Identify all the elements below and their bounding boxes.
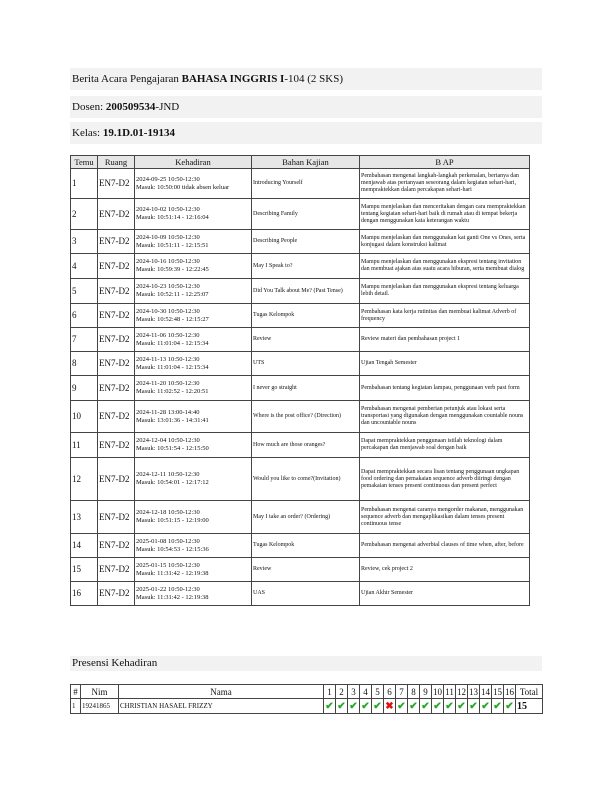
bap-row [71, 534, 530, 558]
masuk-text: Masuk: 11:31:42 - 12:19:38 [136, 569, 209, 577]
temu-cell: 15 [71, 558, 98, 582]
kehadiran-cell [135, 433, 252, 458]
bahan-kajian-cell: Did You Talk about Me? (Past Tense) [252, 279, 360, 304]
dosen-label: Dosen: [72, 101, 106, 113]
bap-row [71, 328, 530, 352]
ruang-cell: EN7-D2 [98, 169, 135, 199]
bap-cell: Review, cek project 2 [360, 558, 530, 582]
bahan-kajian-cell: UTS [252, 352, 360, 376]
bap-row [71, 304, 530, 328]
bahan-kajian-cell: Review [252, 328, 360, 352]
bap-cell: Pembahasan mengenai langkah-langkah perkenalan, bertanya dan menjawab atas pertanyaan seseorang dalam kegiatan sehari-hari, mempraktekkan dalam percakapan sehari-hari [360, 169, 530, 199]
present-check-icon: ✔ [361, 700, 370, 712]
masuk-text: Masuk: 10:54:01 - 12:17:12 [136, 479, 209, 486]
kehadiran-cell [135, 458, 252, 501]
bap-row [71, 169, 530, 199]
bap-row [71, 230, 530, 254]
jadwal-text: 2024-09-25 10:50-12:30 [136, 175, 200, 183]
ruang-cell: EN7-D2 [98, 352, 135, 376]
kehadiran-cell [135, 199, 252, 230]
kehadiran-cell [135, 534, 252, 558]
bap-cell: Mampu menjelaskan dan menggunakan ekspresi tentang keluarga lebih detail. [360, 279, 530, 304]
jadwal-text: 2024-12-04 10:50-12:30 [136, 437, 200, 444]
bap-cell: Ujian Akhir Semester [360, 582, 530, 606]
jadwal-text: 2025-01-22 10:50-12:30 [136, 585, 200, 593]
masuk-text: Masuk: 11:31:42 - 12:19:38 [136, 593, 209, 601]
masuk-text: Masuk: 11:02:52 - 12:20:51 [136, 388, 209, 395]
masuk-text: Masuk: 11:01:04 - 12:15:34 [136, 339, 209, 347]
kehadiran-cell [135, 279, 252, 304]
kelas-value: 19.1D.01-19134 [102, 127, 175, 139]
student-row [71, 699, 543, 714]
presensi-col-session: 3 [348, 685, 360, 699]
temu-cell: 5 [71, 279, 98, 304]
col-ruang: Ruang [98, 156, 135, 169]
ruang-cell: EN7-D2 [98, 304, 135, 328]
present-check-icon: ✔ [433, 700, 442, 712]
temu-cell: 10 [71, 401, 98, 433]
presensi-header-row [71, 685, 543, 699]
bap-cell: Pembahasan tentang kegiatan lampau, penggunaan verb past form [360, 376, 530, 401]
student-nim: 19241865 [81, 699, 119, 714]
presensi-col-session: 7 [396, 685, 408, 699]
ruang-cell: EN7-D2 [98, 433, 135, 458]
bahan-kajian-cell: How much are those oranges? [252, 433, 360, 458]
presensi-col-session: 1 [324, 685, 336, 699]
bahan-kajian-cell: Tugas Kelompok [252, 534, 360, 558]
presensi-col-session: 5 [372, 685, 384, 699]
presensi-col-session: 14 [481, 686, 490, 697]
bap-row [71, 558, 530, 582]
masuk-text: Masuk: 10:59:39 - 12:22:45 [136, 266, 209, 273]
jadwal-text: 2024-12-11 10:50-12:30 [136, 471, 200, 478]
kehadiran-cell [135, 501, 252, 534]
bahan-kajian-cell: Would you like to come?(Invitation) [252, 458, 360, 501]
presensi-col-session: 2 [336, 685, 348, 699]
kehadiran-cell [135, 304, 252, 328]
col-kehadiran: Kehadiran [135, 156, 252, 169]
bap-cell: Review materi dan pembahasan project 1 [360, 328, 530, 352]
temu-cell: 4 [71, 254, 98, 279]
kehadiran-cell [135, 230, 252, 254]
dosen-id: 200509534 [105, 101, 156, 113]
masuk-text: Masuk: 10:54:53 - 12:15:36 [136, 545, 209, 553]
kehadiran-cell [135, 558, 252, 582]
bap-header-row [71, 156, 530, 169]
jadwal-text: 2024-11-13 10:50-12:30 [136, 355, 200, 363]
masuk-text: Masuk: 10:51:11 - 12:15:51 [136, 241, 209, 249]
temu-cell: 1 [71, 169, 98, 199]
header-course-line [70, 68, 542, 90]
ruang-cell: EN7-D2 [98, 376, 135, 401]
temu-cell: 3 [71, 230, 98, 254]
ruang-cell: EN7-D2 [98, 254, 135, 279]
presensi-col-session: 10 [433, 686, 442, 697]
present-check-icon: ✔ [481, 700, 490, 712]
bap-row [71, 433, 530, 458]
presensi-col-nim: Nim [81, 685, 119, 699]
jadwal-text: 2025-01-08 10:50-12:30 [136, 537, 200, 545]
bap-row [71, 582, 530, 606]
presensi-title: Presensi Kehadiran [70, 656, 542, 671]
masuk-text: Masuk: 11:01:04 - 12:15:34 [136, 363, 209, 371]
masuk-text: Masuk: 10:52:48 - 12:15:27 [136, 315, 209, 323]
bap-row [71, 501, 530, 534]
jadwal-text: 2024-10-30 10:50-12:30 [136, 307, 200, 315]
jadwal-text: 2024-11-20 10:50-12:30 [136, 380, 200, 387]
ruang-cell: EN7-D2 [98, 401, 135, 433]
masuk-text: Masuk: 10:50:00 tidak absen keluar [136, 183, 230, 191]
jadwal-text: 2025-01-15 10:50-12:30 [136, 561, 200, 569]
bap-cell: Pembahasan kata kerja rutinitas dan membuat kalimat Adverb of frequency [360, 304, 530, 328]
bahan-kajian-cell: Tugas Kelompok [252, 304, 360, 328]
bahan-kajian-cell: Review [252, 558, 360, 582]
masuk-text: Masuk: 10:51:14 - 12:16:04 [136, 214, 209, 221]
presensi-col-session: 6 [384, 685, 396, 699]
student-nama: CHRISTIAN HASAEL FRIZZY [119, 699, 324, 714]
present-check-icon: ✔ [349, 700, 358, 712]
bahan-kajian-cell: Describing People [252, 230, 360, 254]
bap-row [71, 199, 530, 230]
jadwal-text: 2024-11-06 10:50-12:30 [136, 331, 200, 339]
presensi-col-session: 12 [457, 686, 466, 697]
kehadiran-cell [135, 328, 252, 352]
dosen-suffix: -JND [155, 101, 180, 113]
presensi-col-session: 13 [469, 686, 478, 697]
ruang-cell: EN7-D2 [98, 558, 135, 582]
masuk-text: Masuk: 10:51:54 - 12:15:50 [136, 445, 209, 452]
ruang-cell: EN7-D2 [98, 279, 135, 304]
bap-cell: Pembahasan mengenai adverbial clauses of time when, after, before [360, 534, 530, 558]
jadwal-text: 2024-11-28 13:00-14:40 [136, 408, 200, 416]
present-check-icon: ✔ [421, 700, 430, 712]
bap-row [71, 254, 530, 279]
temu-cell: 14 [71, 534, 98, 558]
presensi-col-session: 8 [408, 685, 420, 699]
presensi-col-session: 15 [493, 686, 502, 697]
bahan-kajian-cell: UAS [252, 582, 360, 606]
kehadiran-cell [135, 376, 252, 401]
temu-cell: 11 [71, 433, 98, 458]
jadwal-text: 2024-10-02 10:50-12:30 [136, 206, 200, 213]
temu-cell: 7 [71, 328, 98, 352]
bahan-kajian-cell: May I take an order? (Ordering) [252, 501, 360, 534]
presensi-col-nama: Nama [119, 685, 324, 699]
header-dosen-line [70, 96, 542, 118]
student-no: 1 [71, 699, 81, 714]
present-check-icon: ✔ [409, 700, 418, 712]
presensi-col-session: 16 [505, 686, 514, 697]
presensi-col-session: 11 [445, 686, 454, 697]
temu-cell: 13 [71, 501, 98, 534]
ruang-cell: EN7-D2 [98, 199, 135, 230]
ruang-cell: EN7-D2 [98, 328, 135, 352]
temu-cell: 9 [71, 376, 98, 401]
course-code: -104 (2 SKS) [284, 73, 344, 85]
present-check-icon: ✔ [337, 700, 346, 712]
student-total: 15 [516, 699, 543, 714]
bap-row [71, 401, 530, 433]
presensi-col-session: 4 [360, 685, 372, 699]
ruang-cell: EN7-D2 [98, 534, 135, 558]
ruang-cell: EN7-D2 [98, 230, 135, 254]
bap-table [70, 155, 530, 606]
absent-cross-icon: ✖ [385, 700, 394, 712]
course-name: BAHASA INGGRIS I [181, 73, 285, 85]
kelas-label: Kelas: [72, 127, 103, 139]
bap-cell: Ujian Tengah Semester [360, 352, 530, 376]
present-check-icon: ✔ [457, 700, 466, 712]
present-check-icon: ✔ [469, 700, 478, 712]
kehadiran-cell [135, 582, 252, 606]
col-bahan-kajian: Bahan Kajian [252, 156, 360, 169]
bap-row [71, 376, 530, 401]
bahan-kajian-cell: May I Speak to? [252, 254, 360, 279]
bahan-kajian-cell: I never go straight [252, 376, 360, 401]
header-kelas-line [70, 122, 542, 144]
bap-cell: Pembahasan mengenai caranya mengorder makanan, menggunakan sequence adverb dan mengaplikasikan dalam tenses present continuous tense [360, 501, 530, 534]
col-temu: Temu [71, 156, 98, 169]
temu-cell: 6 [71, 304, 98, 328]
bap-cell: Mampu menjelaskan dan menggunakan kat ganti One vs Ones, serta konjugasi dalam konstruksi kalimat [360, 230, 530, 254]
bahan-kajian-cell: Where is the post office? (Direction) [252, 401, 360, 433]
bap-row [71, 458, 530, 501]
temu-cell: 16 [71, 582, 98, 606]
temu-cell: 12 [71, 458, 98, 501]
bahan-kajian-cell: Introducing Yourself [252, 169, 360, 199]
present-check-icon: ✔ [373, 700, 382, 712]
bap-row [71, 352, 530, 376]
header-prefix: Berita Acara Pengajaran [72, 73, 182, 85]
jadwal-text: 2024-10-23 10:50-12:30 [136, 283, 200, 290]
temu-cell: 2 [71, 199, 98, 230]
present-check-icon: ✔ [397, 700, 406, 712]
masuk-text: Masuk: 10:52:11 - 12:25:07 [136, 291, 209, 298]
bap-cell: Dapat mempraktekkan secara lisan tentang penggunaan ungkapan food ordering dan pemakaian sequence adverb diiringi dengan pemakaian tenses present continuous dan present perfect [360, 458, 530, 501]
jadwal-text: 2024-10-16 10:50-12:30 [136, 258, 200, 265]
bap-cell: Mampu menjelaskan dan menggunakan ekspresi tentang invitation dan membuat ajakan atas suatu acara hiburan, serta membuat dialog [360, 254, 530, 279]
kehadiran-cell [135, 401, 252, 433]
presensi-col-no: # [71, 685, 81, 699]
ruang-cell: EN7-D2 [98, 501, 135, 534]
jadwal-text: 2024-12-18 10:50-12:30 [136, 509, 200, 516]
present-check-icon: ✔ [505, 700, 514, 712]
masuk-text: Masuk: 13:01:36 - 14:31:41 [136, 416, 209, 424]
ruang-cell: EN7-D2 [98, 458, 135, 501]
bahan-kajian-cell: Describing Family [252, 199, 360, 230]
bap-cell: Mampu menjelaskan dan menceritakan dengan cara mempraktekkan tentang kegiatan sehari-hari baik di rumah atau di tempat bekerja dengan menggunakan kata keterangan waktu [360, 199, 530, 230]
present-check-icon: ✔ [445, 700, 454, 712]
masuk-text: Masuk: 10:51:15 - 12:19:00 [136, 517, 209, 524]
jadwal-text: 2024-10-09 10:50-12:30 [136, 233, 200, 241]
presensi-col-total: Total [516, 685, 543, 699]
bap-row [71, 279, 530, 304]
present-check-icon: ✔ [493, 700, 502, 712]
temu-cell: 8 [71, 352, 98, 376]
kehadiran-cell [135, 169, 252, 199]
kehadiran-cell [135, 254, 252, 279]
ruang-cell: EN7-D2 [98, 582, 135, 606]
kehadiran-cell [135, 352, 252, 376]
col-bap: B AP [360, 156, 530, 169]
presensi-col-session: 9 [420, 685, 432, 699]
presensi-table [70, 684, 543, 714]
bap-cell: Dapat mempraktekkan penggunaan istilah teknologi dalam percakapan dan menjawab soal dengan baik [360, 433, 530, 458]
present-check-icon: ✔ [325, 700, 334, 712]
bap-cell: Pembahasan mengenai pemberian petunjuk atau lokasi serta transportasi yang digunakan dengan menggunakan countable nouns dan uncountable nouns [360, 401, 530, 433]
